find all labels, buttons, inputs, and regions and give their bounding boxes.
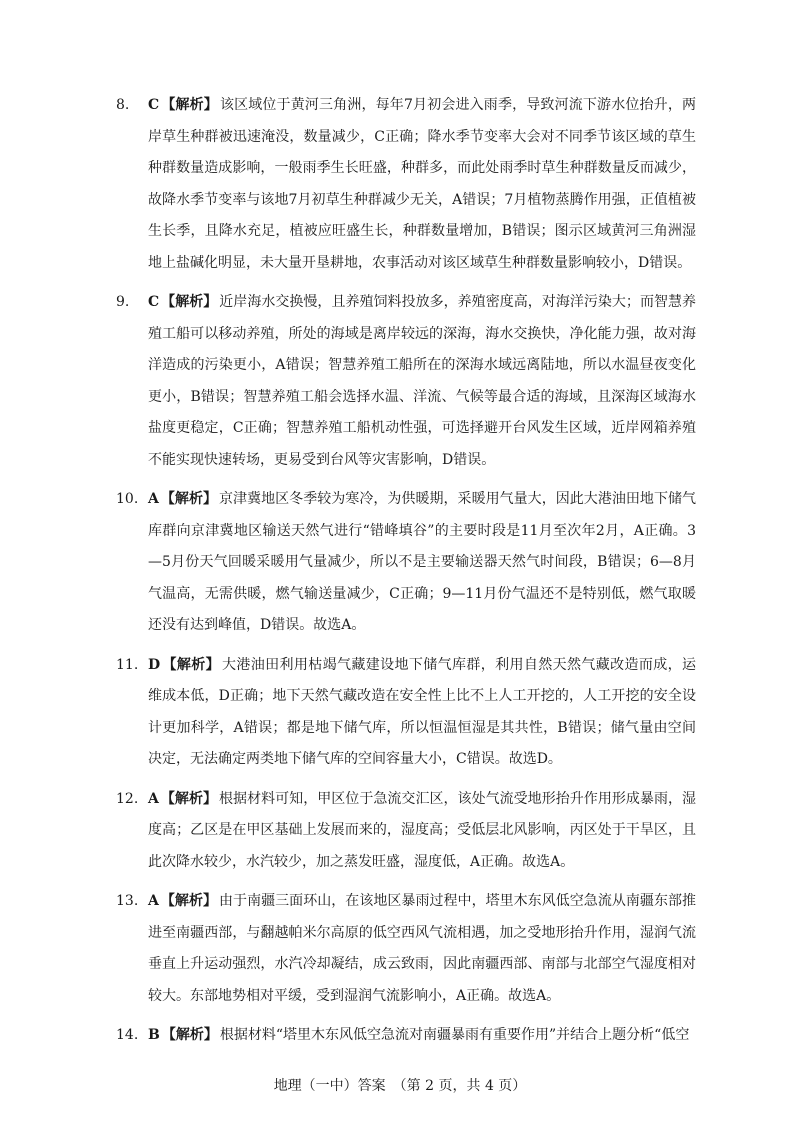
answer-list: [116, 90, 696, 1060]
answer-body: [148, 784, 696, 879]
question-number: 10.: [116, 491, 139, 507]
answer-body: [148, 287, 696, 476]
analysis-text: 由于南疆三面环山，在该地区暴雨过程中，塔里木东风低空急流从南疆东部推进至南疆西部，与翻越帕米尔高原的低空西风气流相遇，加之受地形抬升作用，湿润气流垂直上升运动强烈，水汽冷却凝结，成云致雨，因此南疆西部、南部与北部空气湿度相对较大。东部地势相对平缓，受到湿润气流影响小，A正确。故选A。: [148, 893, 697, 1004]
answer-body: [148, 886, 696, 1012]
answer-body: [148, 484, 696, 642]
analysis-tag: 【解析】: [160, 893, 218, 909]
analysis-text: 根据材料“塔里木东风低空急流对南疆暴雨有重要作用”并结合上题分析“低空: [219, 1027, 690, 1043]
analysis-tag: 【解析】: [160, 790, 218, 807]
answer-body: [148, 90, 696, 279]
answer-item-12: [116, 784, 696, 879]
question-number: 8.: [116, 97, 130, 113]
analysis-tag: 【解析】: [161, 294, 218, 310]
question-number: 14.: [116, 1027, 139, 1043]
answer-body: [148, 1020, 696, 1052]
analysis-tag: 【解析】: [162, 656, 221, 673]
answer-choice: C: [148, 97, 160, 113]
analysis-text: 大港油田利用枯竭气藏建设地下储气库群，利用自然天然气藏改造而成，运维成本低，D正确；地下天然气藏改造在安全性上比不上人工开挖的，人工开挖的安全设计更加科学，A错误；都是地下储气库，所以恒温恒湿是其共性，B错误；储气量由空间决定，无法确定两类地下储气库的空间容量大小，C错误。故选D。: [148, 656, 697, 767]
analysis-tag: 【解析】: [161, 1027, 218, 1043]
analysis-tag: 【解析】: [160, 491, 218, 507]
question-number: 12.: [116, 790, 139, 807]
answer-item-11: [116, 650, 696, 776]
answer-item-8: [116, 90, 696, 279]
answer-choice: A: [148, 790, 159, 807]
answer-item-10: [116, 484, 696, 642]
answer-item-9: [116, 287, 696, 476]
question-number: 13.: [116, 893, 139, 909]
question-number: 11.: [116, 656, 139, 673]
analysis-text: 根据材料可知，甲区位于急流交汇区，该处气流受地形抬升作用形成暴雨，湿度高；乙区是在甲区基础上发展而来的，湿度高；受低层北风影响，丙区处于干旱区，且此次降水较少，水汽较少，加之蒸发旺盛，湿度低，A正确。故选A。: [148, 790, 697, 870]
answer-choice: A: [148, 491, 159, 507]
analysis-tag: 【解析】: [161, 97, 218, 113]
analysis-text: 近岸海水交换慢，且养殖饲料投放多，养殖密度高，对海洋污染大；而智慧养殖工船可以移动养殖，所处的海域是离岸较远的深海，海水交换快，净化能力强，故对海洋造成的污染更小，A错误；智慧养殖工船所在的深海水域远离陆地，所以水温昼夜变化更小，B错误；智慧养殖工船会选择水温、洋流、气候等最合适的海域，且深海区域海水盐度更稳定，C正确；智慧养殖工船机动性强，可选择避开台风发生区域，近岸网箱养殖不能实现快速转场，更易受到台风等灾害影响，D错误。: [148, 294, 697, 468]
analysis-text: 京津冀地区冬季较为寒冷，为供暖期，采暖用气量大，因此大港油田地下储气库群向京津冀地区输送天然气进行“错峰填谷”的主要时段是11月至次年2月，A正确。3—5月份天气回暖采暖用气量减少，所以不是主要输送器天然气时间段，B错误；6—8月气温高，无需供暖，燃气输送量减少，C正确；9—11月份气温还不是特别低，燃气取暖还没有达到峰值，D错误。故选A。: [148, 491, 697, 633]
answer-body: [148, 650, 696, 776]
answer-choice: B: [148, 1027, 160, 1043]
answer-choice: A: [148, 893, 159, 909]
analysis-text: 该区域位于黄河三角洲，每年7月初会进入雨季，导致河流下游水位抬升，两岸草生种群被迅速淹没，数量减少，C正确；降水季节变率大会对不同季节该区域的草生种群数量造成影响，一般雨季生长旺盛，种群多，而此处雨季时草生种群数量反而减少，故降水季节变率与该地7月初草生种群减少无关，A错误；7月植物蒸腾作用强，正值植被生长季，且降水充足，植被应旺盛生长，种群数量增加，B错误；图示区域黄河三角洲湿地上盐碱化明显，未大量开垦耕地，农事活动对该区域草生种群数量影响较小，D错误。: [148, 97, 696, 271]
answer-choice: D: [148, 656, 161, 673]
question-number: 9.: [116, 294, 130, 310]
answer-item-13: [116, 886, 696, 1012]
answer-choice: C: [148, 294, 160, 310]
page-footer: 地理（一中）答案 （第 2 页，共 4 页）: [273, 1078, 527, 1094]
answer-item-14: [116, 1020, 696, 1052]
